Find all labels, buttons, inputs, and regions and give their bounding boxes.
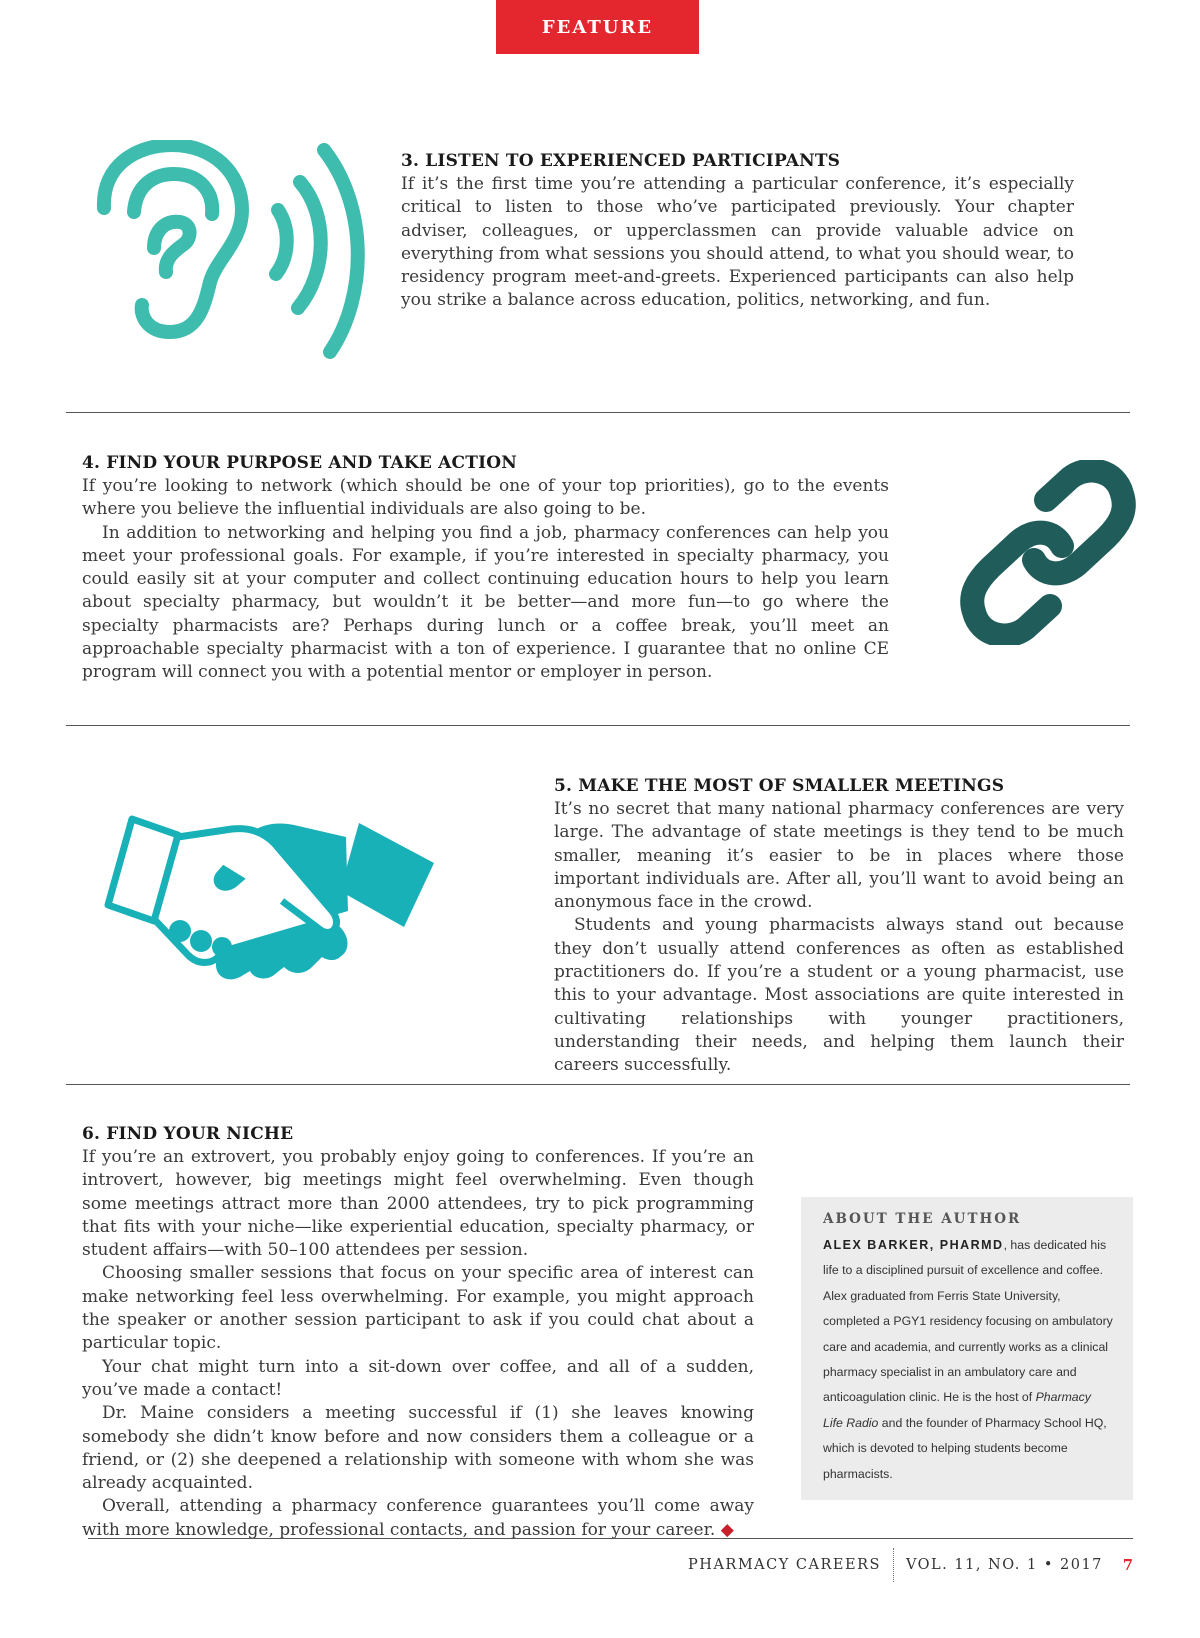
section-purpose [82, 452, 889, 685]
section-heading: 5. MAKE THE MOST OF SMALLER MEETINGS [554, 776, 1005, 796]
section-heading: 3. LISTEN TO EXPERIENCED PARTICIPANTS [401, 151, 841, 171]
about-author-box [801, 1197, 1133, 1500]
footer-separator [893, 1548, 894, 1582]
section-smaller-meetings [554, 775, 1124, 1078]
about-author-title: ABOUT THE AUTHOR [823, 1211, 1022, 1227]
section-divider [66, 412, 1130, 413]
page-footer [688, 1552, 1133, 1578]
publication-name: PHARMACY CAREERS [688, 1557, 881, 1573]
feature-tab-label: FEATURE [541, 16, 654, 38]
section-paragraph: If it’s the first time you’re attending a particular conference, it’s especially critical to listen to those who’ve participated previously. Your chapter adviser, colleagues, or upperclassmen can provide valuable advice on everything from what sessions you should attend, to what you should wear, to residency program meet-and-greets. Experienced participants can also help you strike a balance across education, politics, networking, and fun. [401, 174, 1074, 311]
section-heading: 6. FIND YOUR NICHE [82, 1124, 294, 1144]
radio-show-title: Pharmacy Life Radio [823, 1390, 1091, 1430]
section-paragraph: Dr. Maine considers a meeting successful if (1) she leaves knowing somebody she didn’t know before and now considers them a colleague or a friend, or (2) she deepened a relationship with someone with whom she was already acquainted. [82, 1403, 754, 1494]
section-divider [66, 725, 1130, 726]
section-heading: 4. FIND YOUR PURPOSE AND TAKE ACTION [82, 453, 518, 473]
end-mark-diamond: ◆ [720, 1519, 734, 1540]
section-paragraph [82, 1495, 754, 1542]
author-name: ALEX BARKER, PHARMD [823, 1238, 1004, 1252]
issue-info: VOL. 11, NO. 1 • 2017 [905, 1557, 1103, 1573]
section-paragraph: If you’re looking to network (which should be one of your top priorities), go to the events where you believe the influential individuals are also going to be. [82, 476, 889, 520]
section-paragraph: If you’re an extrovert, you probably enjoy going to conferences. If you’re an introvert, however, big meetings might feel overwhelming. Even though some meetings attract more than 2000 attendees, try to pick programming that fits with your niche—like experiential education, specialty pharmacy, or student affairs—with 50–100 attendees per session. [82, 1147, 754, 1261]
section-paragraph: Students and young pharmacists always stand out because they don’t usually attend conferences as often as established practitioners do. If you’re a student or a young pharmacist, use this to your advantage. Most associations are quite interested in cultivating relationships with younger practitioners, understanding their needs, and helping them launch their careers successfully. [554, 915, 1124, 1076]
ear-listening-icon [92, 140, 372, 365]
author-bio-part-2: and the founder of Pharmacy School HQ, which is devoted to helping students become pharmacists. [823, 1415, 1107, 1481]
chain-link-icon [958, 460, 1138, 645]
feature-tab [496, 0, 699, 54]
page-number: 7 [1122, 1556, 1133, 1574]
section-divider [66, 1084, 1130, 1085]
author-bio-part-1: , has dedicated his life to a disciplined pursuit of excellence and coffee. Alex graduated from Ferris State University, completed a PGY1 residency focusing on ambulatory care and academia, and currently works as a clinical pharmacy specialist in an ambulatory care and anticoagulation clinic. He is the host of [823, 1238, 1113, 1405]
closing-text: Overall, attending a pharmacy conference guarantees you’ll come away with more knowledge, professional contacts, and passion for your career. [82, 1496, 754, 1540]
section-paragraph: Choosing smaller sessions that focus on your specific area of interest can make networking feel less overwhelming. For example, you might approach the speaker or another session participant to ask if you could chat about a particular topic. [82, 1263, 754, 1354]
handshake-icon [104, 815, 449, 985]
author-bio [823, 1233, 1113, 1487]
section-listen [401, 150, 1074, 313]
section-paragraph: In addition to networking and helping you find a job, pharmacy conferences can help you meet your professional goals. For example, if you’re interested in specialty pharmacy, you could easily sit at your computer and collect continuing education hours to help you learn about specialty pharmacy, but wouldn’t it be better—and more fun—to go where the specialty pharmacists are? Perhaps during lunch or a coffee break, you’ll meet an approachable specialty pharmacist with a ton of experience. I guarantee that no online CE program will connect you with a potential mentor or employer in person. [82, 522, 889, 683]
section-paragraph: It’s no secret that many national pharmacy conferences are very large. The advantage of state meetings is they tend to be much smaller, meaning it’s easier to be in places where those important individuals are. After all, you’ll want to avoid being an anonymous face in the crowd. [554, 799, 1124, 913]
footer-divider [88, 1538, 1133, 1539]
section-niche [82, 1123, 754, 1542]
section-paragraph: Your chat might turn into a sit-down over coffee, and all of a sudden, you’ve made a contact! [82, 1356, 754, 1400]
